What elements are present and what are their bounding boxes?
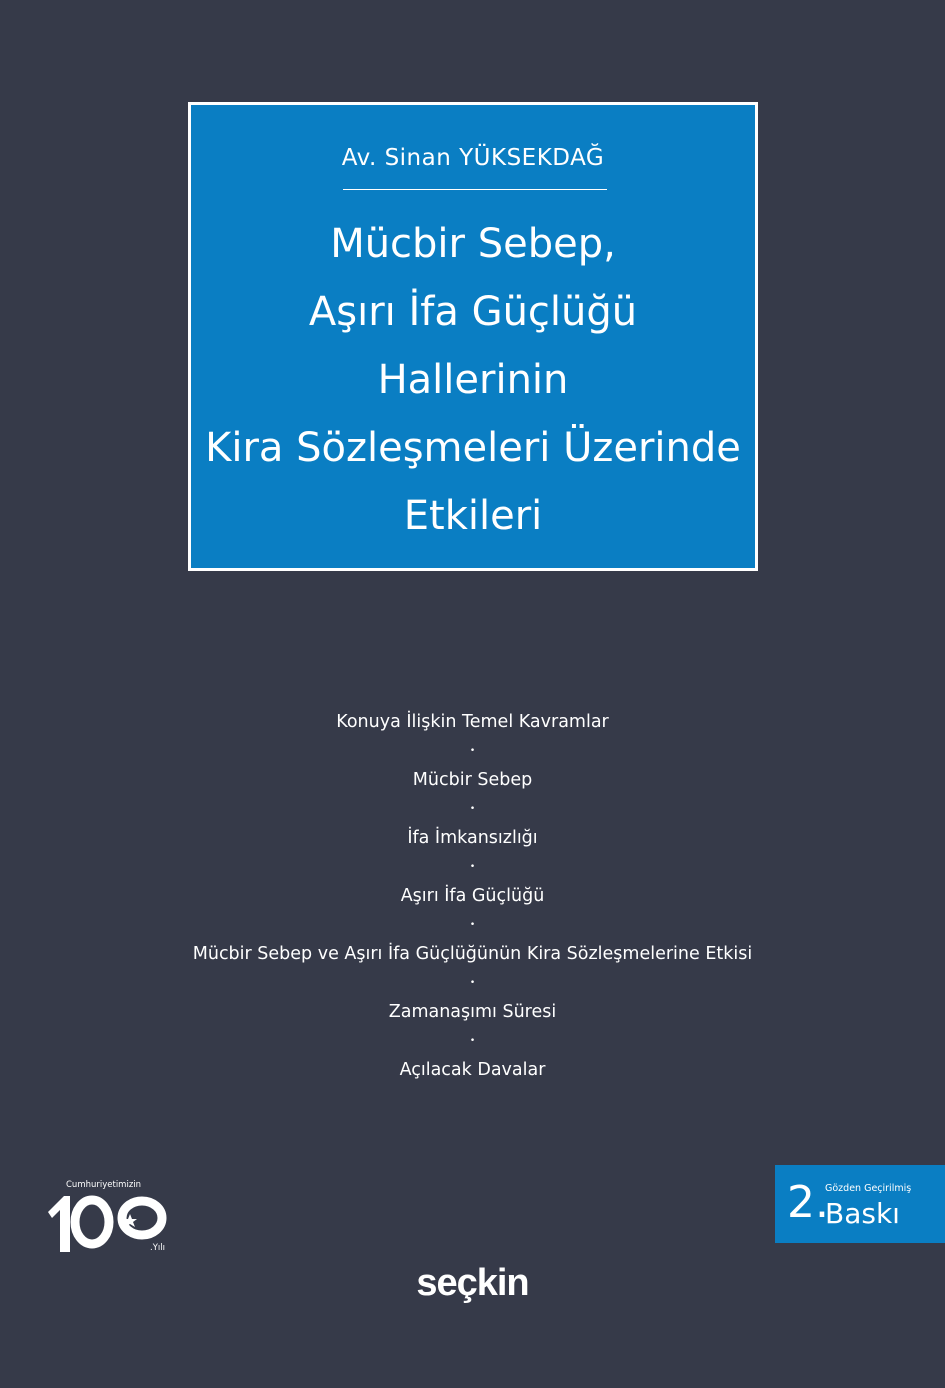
- title-line: Hallerinin: [377, 357, 569, 403]
- topic-item: Aşırı İfa Güçlüğü: [400, 886, 545, 906]
- republic-100-emblem-icon: [46, 1178, 174, 1258]
- topic-item: Mücbir Sebep ve Aşırı İfa Güçlüğünün Kira Sözleşmelerine Etkisi: [192, 944, 753, 964]
- bullet-separator: •: [469, 746, 476, 756]
- topic-list: [0, 708, 945, 1085]
- topic-item: Açılacak Davalar: [399, 1060, 546, 1080]
- topic-item: Konuya İlişkin Temel Kavramlar: [336, 712, 609, 732]
- title-box: [188, 102, 758, 571]
- title-line: Kira Sözleşmeleri Üzerinde: [205, 425, 741, 471]
- bullet-separator: •: [469, 1036, 476, 1046]
- edition-badge: [775, 1165, 945, 1243]
- edition-word: Baskı: [825, 1197, 900, 1230]
- author-name: Av. Sinan YÜKSEKDAĞ: [341, 145, 605, 171]
- bullet-separator: •: [469, 978, 476, 988]
- anniversary-bottom-text: .Yılı: [150, 1243, 165, 1253]
- publisher-logo: seçkin: [416, 1262, 529, 1304]
- edition-note: Gözden Geçirilmiş: [825, 1183, 912, 1194]
- republic-100-logo: [46, 1178, 174, 1258]
- topic-item: Zamanaşımı Süresi: [388, 1002, 557, 1022]
- title-line: Aşırı İfa Güçlüğü: [308, 289, 638, 335]
- bullet-separator: •: [469, 862, 476, 872]
- bullet-separator: •: [469, 804, 476, 814]
- author-divider: [343, 189, 607, 190]
- edition-number: 2.: [787, 1177, 829, 1228]
- bullet-separator: •: [469, 920, 476, 930]
- topic-item: İfa İmkansızlığı: [407, 828, 538, 848]
- book-title: [191, 210, 755, 550]
- topic-item: Mücbir Sebep: [412, 770, 533, 790]
- title-line: Mücbir Sebep,: [330, 221, 616, 267]
- anniversary-top-text: Cumhuriyetimizin: [66, 1180, 142, 1190]
- title-line: Etkileri: [403, 493, 543, 539]
